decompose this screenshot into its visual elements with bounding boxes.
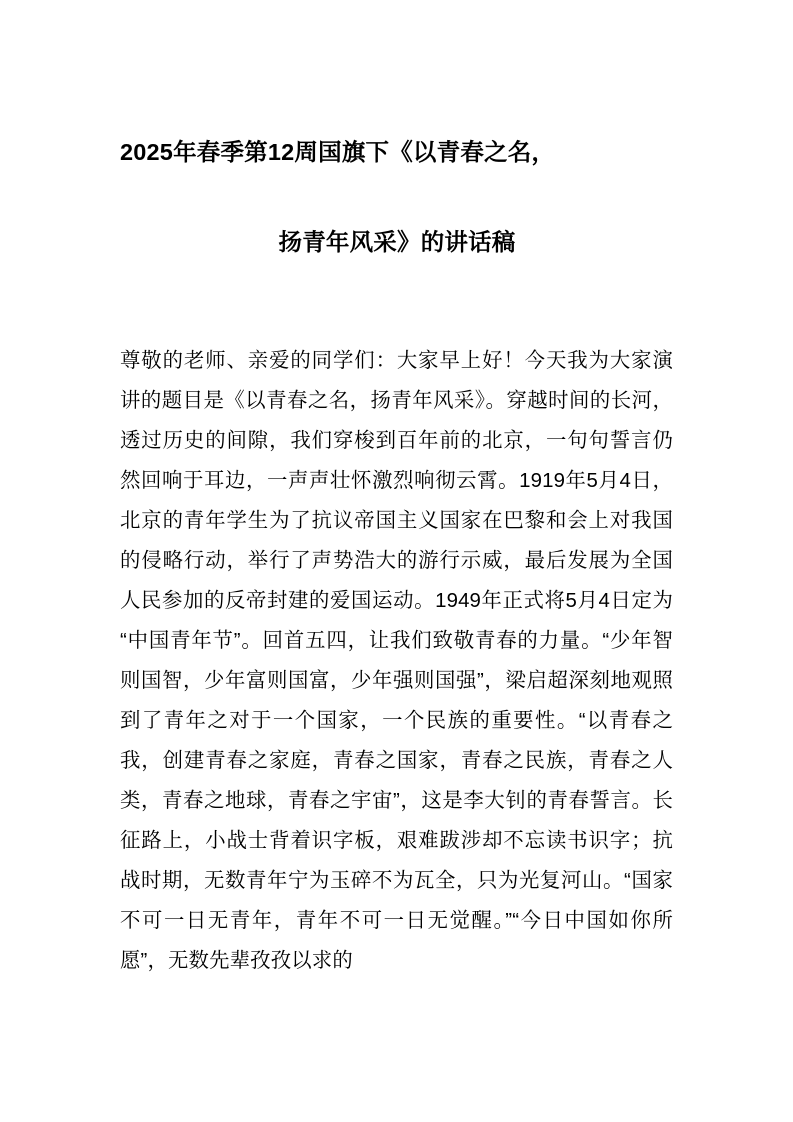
page-title-line-2: 扬青年风采》的讲话稿 — [278, 229, 516, 255]
page-title-line-1: 2025年春季第12周国旗下《以青春之名， — [120, 139, 556, 165]
body-paragraph: 尊敬的老师、亲爱的同学们：大家早上好！今天我为大家演讲的题目是《以青春之名，扬青年风采》。穿越时间的长河，透过历史的间隙，我们穿梭到百年前的北京，一句句誓言仍然回响于耳边，一声声壮怀激烈响彻云霄。1919年5月4日，北京的青年学生为了抗议帝国主义国家在巴黎和会上对我国的侵略行动，举行了声势浩大的游行示威，最后发展为全国人民参加的反帝封建的爱国运动。1949年正式将5月4日定为“中国青年节”。回首五四，让我们致敬青春的力量。“少年智则国智，少年富则国富，少年强则国强”，梁启超深刻地观照到了青年之对于一个国家，一个民族的重要性。“以青春之我，创建青春之家庭，青春之国家，青春之民族，青春之人类，青春之地球，青春之宇宙”，这是李大钊的青春誓言。长征路上，小战士背着识字板，艰难跋涉却不忘读书识字；抗战时期，无数青年宁为玉碎不为瓦全，只为光复河山。“国家不可一日无青年，青年不可一日无觉醒。”“今日中国如你所愿”，无数先辈孜孜以求的 — [120, 350, 673, 972]
page-title — [120, 130, 674, 264]
document-body — [120, 341, 673, 981]
